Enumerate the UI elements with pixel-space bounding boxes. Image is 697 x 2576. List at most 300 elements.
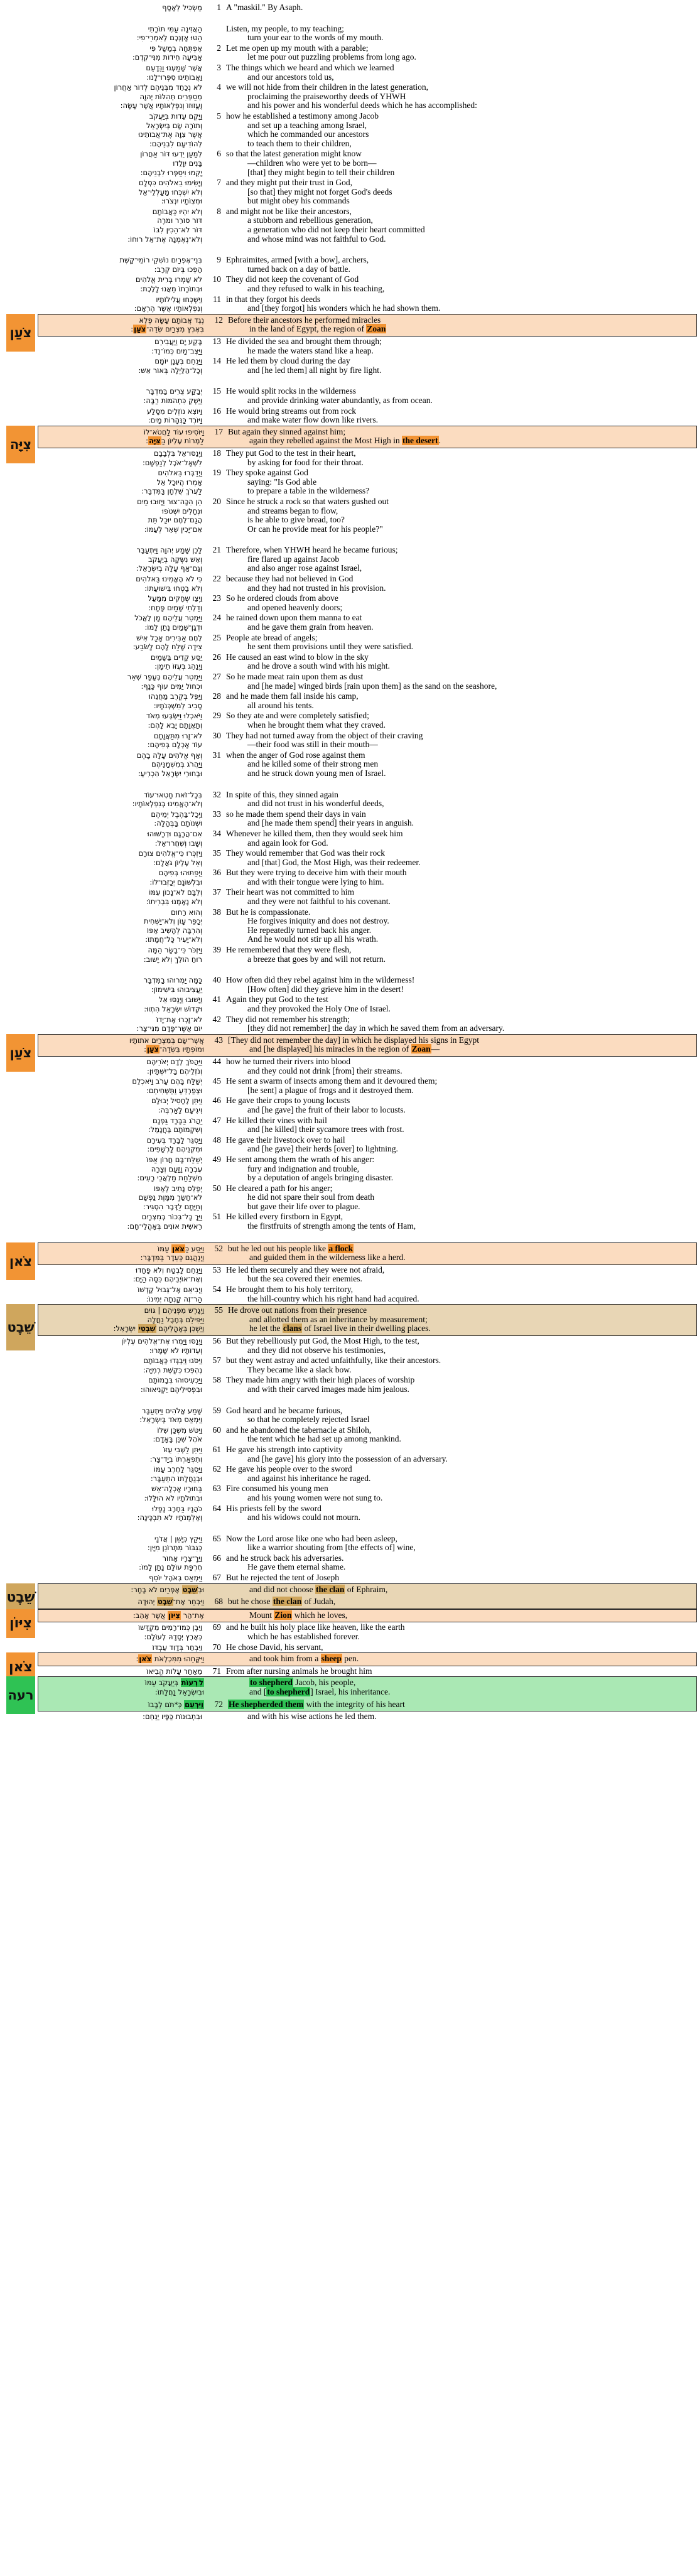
english-line: And he would not stir up all his wrath. bbox=[247, 934, 379, 944]
verse-body bbox=[38, 43, 697, 63]
english-text bbox=[225, 692, 697, 710]
stanza-gap bbox=[0, 964, 697, 975]
verse-body bbox=[38, 975, 697, 994]
hebrew-line: וַיַּמְטֵר עֲלֵיהֶם מָן לֶאֱכֹל bbox=[134, 613, 202, 623]
verse-number: 2 bbox=[217, 43, 221, 53]
hebrew-text bbox=[38, 1465, 207, 1483]
stanza-gap bbox=[0, 779, 697, 790]
english-line: he made the waters stand like a heap. bbox=[247, 345, 374, 355]
english-line: and make water flow down like rivers. bbox=[247, 415, 379, 425]
hebrew-text bbox=[38, 868, 207, 887]
english-line: and he abandoned the tabernacle at Shiloh, bbox=[226, 1425, 372, 1435]
verse-body bbox=[38, 406, 697, 426]
hebrew-line: לְהוֹדִיעָם לִבְנֵיהֶם: bbox=[149, 139, 202, 148]
english-text bbox=[225, 1445, 697, 1463]
verse-row bbox=[0, 1057, 697, 1076]
english-line: So he made meat rain upon them as dust bbox=[226, 672, 364, 681]
english-text bbox=[225, 1712, 697, 1722]
verse-body bbox=[38, 790, 697, 809]
english-text bbox=[225, 497, 697, 534]
english-line: So he ordered clouds from above bbox=[226, 593, 338, 603]
english-line: a breeze that goes by and will not return. bbox=[247, 954, 386, 964]
verse-body bbox=[38, 1135, 697, 1155]
stanza-gap bbox=[0, 13, 697, 24]
english-line: fury and indignation and trouble, bbox=[247, 1163, 360, 1173]
english-line: he let the clans of Israel live in their dwelling places. bbox=[249, 1323, 431, 1334]
hebrew-text bbox=[38, 1643, 207, 1652]
hebrew-line: דּוֹר לֹא־הֵכִין לִבּוֹ bbox=[153, 225, 202, 235]
verse-body bbox=[38, 1609, 697, 1623]
english-line: and might not be like their ancestors, bbox=[226, 206, 352, 216]
hebrew-line: וַיַּסַּע כַּצֹּאן עַמּוֹ bbox=[158, 1244, 204, 1253]
hebrew-line: וְנִפְלְאוֹתָיו אֲשֶׁר הֶרְאָם: bbox=[134, 304, 202, 313]
hebrew-line: וַיִּתֵּן לֶחָסִיל יְבוּלָם bbox=[151, 1096, 202, 1106]
verse-number: 71 bbox=[212, 1666, 221, 1676]
verse-number: 70 bbox=[212, 1642, 221, 1652]
verse-body bbox=[38, 1096, 697, 1115]
english-text bbox=[225, 829, 697, 848]
english-line: He sent a swarm of insects among them and it devoured them; bbox=[226, 1076, 438, 1086]
english-line: to teach them to their children, bbox=[247, 138, 352, 148]
verse-body bbox=[38, 731, 697, 750]
verse-body bbox=[38, 652, 697, 672]
hebrew-line: אֲשֶׁר שָׁמַעְנוּ וַנֵּדָעֵם bbox=[146, 63, 202, 72]
hebrew-line: וְלֹא יִשְׁכְּחוּ מַעַלְלֵי־אֵל bbox=[138, 187, 202, 197]
verse-body bbox=[38, 1504, 697, 1523]
verse-number: 25 bbox=[212, 632, 221, 642]
verse-body bbox=[38, 82, 697, 111]
english-line: They did not remember his strength; bbox=[226, 1014, 350, 1024]
verse-number: 67 bbox=[212, 1573, 221, 1583]
hebrew-text bbox=[40, 1597, 209, 1607]
english-line: He led them by cloud during the day bbox=[226, 356, 350, 366]
verse-number: 56 bbox=[212, 1336, 221, 1345]
english-line: and whose mind was not faithful to God. bbox=[247, 234, 386, 244]
verse-number: 4 bbox=[217, 82, 221, 92]
hebrew-text bbox=[38, 497, 207, 534]
highlighted-word: וַיִּרְעֵם bbox=[185, 1700, 203, 1709]
hebrew-text bbox=[38, 672, 207, 691]
verse-row bbox=[0, 907, 697, 945]
hebrew-line: וַיַּסְגֵּר לַחֶרֶב עַמּוֹ bbox=[153, 1465, 202, 1474]
verse-number: 14 bbox=[212, 356, 221, 366]
hebrew-line: מִשְׁלַחַת מַלְאֲכֵי רָעִים: bbox=[137, 1173, 202, 1183]
hebrew-line: וְגַם־אַף עָלָה בְיִשְׂרָאֵל: bbox=[136, 564, 202, 573]
english-text bbox=[225, 546, 697, 573]
english-text bbox=[225, 468, 697, 496]
hebrew-line: כֹּהֲנָיו בַּחֶרֶב נָפָלוּ bbox=[152, 1504, 202, 1513]
highlighted-word: צֹעַן bbox=[134, 325, 146, 334]
verse-number: 50 bbox=[212, 1183, 221, 1193]
english-line: They made him angry with their high places of worship bbox=[226, 1375, 415, 1385]
english-text bbox=[225, 1096, 697, 1114]
verse-number: 42 bbox=[212, 1014, 221, 1024]
english-line: Now the Lord arose like one who had been asleep, bbox=[226, 1533, 397, 1543]
verse-row bbox=[0, 1265, 697, 1285]
verse-row bbox=[0, 24, 697, 43]
english-line: People ate bread of angels; bbox=[226, 632, 318, 642]
english-text bbox=[227, 1700, 695, 1710]
verse-row bbox=[0, 1445, 697, 1464]
verse-row bbox=[0, 1015, 697, 1034]
verse-row bbox=[0, 1304, 697, 1336]
english-line: [they did not remember] the day in which he saved them from an adversary. bbox=[247, 1023, 505, 1033]
english-line: and [he gave] their herds [over] to lightning. bbox=[247, 1144, 398, 1154]
english-line: he sent them provisions until they were satisfied. bbox=[247, 642, 413, 652]
hebrew-line: וַאֲבוֹתֵינוּ סִפְּרוּ־לָנוּ: bbox=[146, 72, 202, 82]
verse-body bbox=[38, 1034, 697, 1057]
english-line: and his power and his wonderful deeds which he has accomplished: bbox=[247, 100, 477, 110]
english-text bbox=[227, 428, 695, 446]
english-text bbox=[225, 613, 697, 632]
english-text bbox=[225, 24, 697, 43]
highlighted-word: שִׁבְטֵי bbox=[138, 1324, 156, 1334]
verse-body bbox=[38, 1642, 697, 1653]
hebrew-line: וּבְשֵׁבֶט אֶפְרַיִם לֹא בָחָר: bbox=[131, 1585, 204, 1594]
hebrew-text bbox=[38, 751, 207, 779]
hebrew-line: יָקֻמוּ וִיסַפְּרוּ לִבְנֵיהֶם: bbox=[140, 168, 202, 177]
hebrew-line: יַעֲצִיבוּהוּ בִּישִׁימוֹן: bbox=[151, 984, 202, 994]
hebrew-line: לֹא־זָרוּ מִתַּאֲוָתָם bbox=[153, 731, 202, 740]
english-line: to prepare a table in the wilderness? bbox=[247, 486, 370, 496]
hebrew-line: וְלֹא־יָעִיר כָּל־חֲמָתוֹ: bbox=[145, 935, 202, 944]
verse-row bbox=[0, 1622, 697, 1642]
english-line: But they rebelliously put God, the Most High, to the test, bbox=[226, 1336, 419, 1345]
hebrew-line: יְשַׁלַּח בָּהֶם עָרֹב וַיֹּאכְלֵם bbox=[132, 1077, 202, 1086]
english-line: He remembered that they were flesh, bbox=[226, 945, 352, 955]
english-line: and against his inheritance he raged. bbox=[247, 1473, 371, 1483]
hebrew-text bbox=[38, 1426, 207, 1444]
margin-keyword-tile: צֹעַן bbox=[6, 314, 35, 352]
english-text bbox=[225, 633, 697, 652]
verse-body bbox=[38, 1596, 697, 1609]
hebrew-line: אֹהֶל שִׁכֵּן בָּאָדָם: bbox=[153, 1435, 202, 1444]
hebrew-text bbox=[38, 908, 207, 944]
hebrew-line: וַיִּסֹּגוּ וַיִּבְגְּדוּ כַּאֲבוֹתָם bbox=[143, 1356, 202, 1366]
hebrew-line: וְכָל־הַלַּיְלָה בְּאוֹר אֵשׁ: bbox=[138, 365, 202, 375]
verse-body bbox=[38, 3, 697, 13]
verse-row bbox=[0, 1135, 697, 1155]
stanza-gap bbox=[0, 244, 697, 255]
verse-number: 66 bbox=[212, 1553, 221, 1563]
margin-keyword-tile: צֹאן bbox=[6, 1242, 35, 1280]
hebrew-line: וּבְתוּלֹתָיו לֹא הוּלָּלוּ: bbox=[144, 1493, 202, 1502]
hebrew-line: וַיְנַסּוּ־אֵל בִּלְבָבָם bbox=[153, 448, 202, 458]
verse-body bbox=[38, 337, 697, 356]
hebrew-text bbox=[40, 1244, 209, 1263]
verse-number: 61 bbox=[212, 1444, 221, 1454]
verse-body bbox=[38, 1484, 697, 1503]
english-line: and his widows could not mourn. bbox=[247, 1512, 360, 1522]
hebrew-text bbox=[38, 976, 207, 994]
hebrew-text bbox=[38, 633, 207, 652]
verse-row bbox=[0, 426, 697, 452]
hebrew-text bbox=[38, 149, 207, 177]
english-line: and his young women were not sung to. bbox=[247, 1492, 383, 1502]
english-line: again they rebelled against the Most High in the desert. bbox=[249, 436, 441, 446]
english-line: is he able to give bread, too? bbox=[247, 515, 345, 525]
english-text bbox=[225, 1623, 697, 1641]
hebrew-text bbox=[38, 692, 207, 710]
english-text bbox=[225, 207, 697, 244]
verse-body bbox=[38, 868, 697, 887]
verse-row bbox=[0, 994, 697, 1014]
english-line: and [he gave] the fruit of their labor to locusts. bbox=[247, 1104, 406, 1114]
english-line: [They did not remember the day] in which he displayed his signs in Egypt bbox=[228, 1035, 480, 1045]
verse-body bbox=[38, 468, 697, 497]
english-text bbox=[225, 83, 697, 110]
verse-row bbox=[0, 1336, 697, 1355]
english-line: and provide drinking water abundantly, as from ocean. bbox=[247, 395, 433, 405]
verse-body bbox=[38, 1652, 697, 1666]
english-line: and streams began to flow, bbox=[247, 505, 338, 515]
english-text bbox=[227, 1244, 695, 1263]
verse-number: 57 bbox=[212, 1355, 221, 1366]
hebrew-line: וְשִׁקְמוֹתָם בַּחֲנָמַל: bbox=[148, 1125, 202, 1134]
english-line: so that the latest generation might know bbox=[226, 149, 362, 159]
english-line: He gave their crops to young locusts bbox=[226, 1096, 350, 1106]
verse-number: 68 bbox=[214, 1597, 223, 1607]
verse-body bbox=[38, 994, 697, 1014]
hebrew-text bbox=[38, 3, 207, 13]
highlighted-word: לִ bbox=[199, 1678, 203, 1688]
verse-row bbox=[0, 63, 697, 82]
hebrew-line: וְשָׁבוּ וְשִׁחֲרוּ־אֵל: bbox=[154, 838, 202, 848]
english-line: turn your ear to the words of my mouth. bbox=[247, 33, 384, 43]
hebrew-text bbox=[38, 1266, 207, 1284]
hebrew-line: כְּגִבּוֹר מִתְרוֹנֵן מִיָּיִן: bbox=[147, 1543, 202, 1553]
hebrew-line: וּמוֹפְתָיו בִּשְׂדֵה־צֹעַן: bbox=[144, 1045, 204, 1054]
verse-row bbox=[0, 255, 697, 274]
hebrew-line: וְחַיָּתָם לַדֶּבֶר הִסְגִּיר: bbox=[143, 1202, 202, 1211]
hebrew-text bbox=[38, 468, 207, 496]
english-text bbox=[225, 574, 697, 593]
english-line: They became like a slack bow. bbox=[247, 1364, 352, 1374]
verse-body bbox=[38, 1057, 697, 1076]
verse-number: 32 bbox=[212, 789, 221, 799]
english-text bbox=[225, 1212, 697, 1231]
verse-number: 64 bbox=[212, 1503, 221, 1513]
verse-number: 41 bbox=[212, 994, 221, 1005]
verse-body bbox=[38, 1304, 697, 1336]
english-line: From after nursing animals he brought him bbox=[226, 1666, 372, 1676]
hebrew-line: לִשְׁאָל־אֹכֶל לְנַפְשָׁם: bbox=[143, 458, 202, 467]
hebrew-line: וּמִצְוֺתָיו יִנְצֹרוּ: bbox=[161, 197, 202, 206]
english-line: how he turned their rivers into blood bbox=[226, 1056, 350, 1066]
hebrew-text bbox=[38, 449, 207, 467]
hebrew-text bbox=[38, 1356, 207, 1374]
verse-body bbox=[38, 672, 697, 691]
verse-body bbox=[38, 1583, 697, 1597]
hebrew-line: חֶרְפַּת עוֹלָם נָתַן לָמוֹ: bbox=[139, 1563, 202, 1572]
hebrew-text bbox=[38, 44, 207, 62]
verse-row bbox=[0, 711, 697, 730]
highlighted-word: שֵׁבֶט bbox=[158, 1597, 173, 1607]
hebrew-line: וַיְדַבְּרוּ בֵּאלֹהִים bbox=[158, 468, 202, 478]
verse-row bbox=[0, 545, 697, 574]
hebrew-line: וְאֵשׁ נִשְּׂקָה בְיַעֲקֹב bbox=[148, 554, 202, 564]
english-line: saying: "Is God able bbox=[247, 477, 317, 487]
verse-number: 28 bbox=[212, 691, 221, 701]
hebrew-line: נֶגֶד אֲבוֹתָם עָשָׂה פֶלֶא bbox=[139, 315, 204, 325]
english-line: and [he made] winged birds [rain upon them] as the sand on the seashore, bbox=[247, 681, 497, 691]
english-line: [that] they might begin to tell their children bbox=[247, 167, 395, 177]
verse-number: 65 bbox=[212, 1533, 221, 1543]
english-line: by asking for food for their throat. bbox=[247, 457, 364, 467]
english-text bbox=[225, 1554, 697, 1572]
verse-body bbox=[38, 691, 697, 711]
verse-number: 36 bbox=[212, 868, 221, 878]
hebrew-line: כִּי לֹא הֶאֱמִינוּ בֵּאלֹהִים bbox=[136, 574, 202, 584]
verse-body bbox=[38, 1699, 697, 1712]
verse-number: 51 bbox=[212, 1212, 221, 1222]
hebrew-line: וַיַּשְׁקְ כִּתְהֹמוֹת רַבָּה: bbox=[143, 396, 202, 405]
english-text bbox=[225, 731, 697, 750]
hebrew-text bbox=[38, 1077, 207, 1095]
english-line: but the sea covered their enemies. bbox=[247, 1274, 362, 1284]
hebrew-line: וּמִקְנֵיהֶם לָרְשָׁפִים: bbox=[147, 1145, 202, 1154]
hebrew-text bbox=[38, 731, 207, 750]
english-line: He shepherded them with the integrity of his heart bbox=[229, 1699, 405, 1709]
verse-number: 58 bbox=[212, 1375, 221, 1385]
verse-row bbox=[0, 593, 697, 613]
stanza-gap bbox=[0, 375, 697, 386]
hebrew-text bbox=[38, 1096, 207, 1114]
hebrew-line: לַמְרוֹת עֶלְיוֹן בַּצִּיָּה: bbox=[146, 436, 204, 446]
english-line: So they ate and were completely satisfied; bbox=[226, 711, 369, 721]
hebrew-text bbox=[38, 337, 207, 355]
verse-number: 53 bbox=[212, 1264, 221, 1275]
english-line: He drove out nations from their presence bbox=[228, 1305, 367, 1315]
verse-number: 49 bbox=[212, 1154, 221, 1164]
verse-row bbox=[0, 731, 697, 750]
english-line: Listen, my people, to my teaching; bbox=[226, 23, 344, 33]
hebrew-text bbox=[40, 1611, 209, 1620]
english-line: and he built his holy place like heaven, like the earth bbox=[226, 1622, 405, 1632]
hebrew-line: וֶעֱזוּזוֹ וְנִפְלְאוֹתָיו אֲשֶׁר עָשָׂה: bbox=[120, 101, 202, 110]
verse-body bbox=[38, 1116, 697, 1135]
hebrew-line: וּכְחוֹל יַמִּים עוֹף כָּנָף: bbox=[141, 681, 202, 691]
verse-body bbox=[38, 593, 697, 613]
english-line: Their heart was not committed to him bbox=[226, 887, 354, 897]
verse-body bbox=[38, 255, 697, 274]
hebrew-line: וּבִתְבוּנוֹת כַּפָּיו יַנְחֵם: bbox=[143, 1712, 202, 1722]
english-line: and they could not drink [from] their streams. bbox=[247, 1065, 403, 1075]
english-text bbox=[225, 407, 697, 425]
verse-body bbox=[38, 356, 697, 375]
english-line: but they went astray and acted unfaithfully, like their ancestors. bbox=[226, 1355, 441, 1366]
english-text bbox=[225, 63, 697, 82]
hebrew-line: וּבִלְשׁוֹנָם יְכַזְּבוּ־לוֹ: bbox=[149, 877, 202, 887]
verse-row bbox=[0, 1596, 697, 1609]
verse-body bbox=[38, 848, 697, 868]
english-text bbox=[225, 908, 697, 944]
hebrew-line: שָׁמַע אֱלֹהִים וַיִּתְעַבָּר bbox=[141, 1406, 202, 1415]
verse-number: 8 bbox=[217, 206, 221, 216]
english-line: and they refused to walk in his teaching, bbox=[247, 284, 385, 294]
english-line: a stubborn and rebellious generation, bbox=[247, 215, 373, 225]
hebrew-line: בָּנִים יִוָּלֵדוּ bbox=[173, 158, 202, 168]
english-line: He chose David, his servant, bbox=[226, 1642, 323, 1652]
english-line: we will not hide from their children in the latest generation, bbox=[226, 82, 429, 92]
english-line: He led them securely and they were not afraid, bbox=[226, 1264, 385, 1275]
english-line: —children who were yet to be born— bbox=[247, 158, 377, 168]
english-line: and he killed some of their strong men bbox=[247, 759, 379, 769]
hebrew-text bbox=[38, 207, 207, 244]
english-line: His priests fell by the sword bbox=[226, 1503, 321, 1513]
english-text bbox=[225, 1337, 697, 1355]
hebrew-line: וּבְתוֹרָתוֹ מֵאֲנוּ לָלֶכֶת: bbox=[140, 284, 202, 294]
hebrew-line: יַהֲרֹג בַּבָּרָד גַּפְנָם bbox=[153, 1116, 202, 1125]
hebrew-line: הַטּוּ אָזְנְכֶם לְאִמְרֵי־פִי: bbox=[136, 33, 202, 43]
hebrew-line: יְפַלֵּס נָתִיב לְאַפּוֹ bbox=[154, 1183, 202, 1193]
hebrew-line: וַיְנַסּוּ וַיַּמְרוּ אֶת־אֱלֹהִים עֶלְיוֹן bbox=[121, 1337, 202, 1345]
hebrew-line: כְּאֶרֶץ יְסָדָהּ לְעוֹלָם: bbox=[144, 1632, 202, 1642]
verse-body bbox=[38, 178, 697, 207]
verse-number: 48 bbox=[212, 1134, 221, 1145]
hebrew-text bbox=[38, 1667, 207, 1676]
verse-number: 45 bbox=[212, 1076, 221, 1086]
verse-body bbox=[38, 1445, 697, 1464]
hebrew-line: וּבַחוּרֵי יִשְׂרָאֵל הִכְרִיעַ: bbox=[138, 768, 202, 778]
english-line: and our ancestors told us, bbox=[247, 72, 334, 82]
stanza-gap bbox=[0, 1232, 697, 1242]
english-line: Again they put God to the test bbox=[226, 994, 328, 1005]
hebrew-text bbox=[38, 995, 207, 1013]
english-line: But they were trying to deceive him with their mouth bbox=[226, 868, 407, 878]
hebrew-line: לֹא נְכַחֵד מִבְּנֵיהֶם לְדוֹר אַחֲרוֹן bbox=[114, 83, 202, 92]
verse-row bbox=[0, 1355, 697, 1375]
hebrew-line: לִרְעוֹת בְּיַעֲקֹב עַמּוֹ bbox=[144, 1678, 203, 1688]
english-line: so he made them spend their days in vain bbox=[226, 809, 366, 819]
hebrew-line: וַיְצַו שְׁחָקִים מִמָּעַל bbox=[148, 594, 202, 603]
english-line: when the anger of God rose against them bbox=[226, 750, 365, 760]
verse-number: 46 bbox=[212, 1096, 221, 1106]
verse-number: 31 bbox=[212, 750, 221, 760]
verse-row bbox=[0, 1573, 697, 1583]
verse-row bbox=[0, 43, 697, 63]
english-text bbox=[227, 1654, 695, 1664]
hebrew-line: בְּנֵי־אֶפְרַיִם נוֹשְׁקֵי רוֹמֵי־קָשֶׁת bbox=[119, 256, 202, 265]
hebrew-text bbox=[40, 1700, 209, 1710]
hebrew-line: וְאַף אֱלֹהִים עָלָה בָהֶם bbox=[136, 750, 202, 760]
english-line: in that they forgot his deeds bbox=[226, 294, 321, 304]
english-text bbox=[225, 295, 697, 313]
hebrew-line: וַיִּרְעֵם כְּ*תֹם לְבָבוֹ bbox=[148, 1700, 203, 1709]
hebrew-text bbox=[38, 1212, 207, 1231]
verse-body bbox=[38, 1711, 697, 1722]
hebrew-line: וְאֶת־אוֹיְבֵיהֶם כִּסָּה הַיָּם: bbox=[132, 1275, 202, 1284]
verse-number: 13 bbox=[212, 337, 221, 346]
verse-number: 55 bbox=[214, 1305, 223, 1315]
english-text bbox=[225, 256, 697, 274]
english-line: A "maskil." By Asaph. bbox=[226, 3, 303, 12]
hebrew-text bbox=[38, 594, 207, 612]
verse-number: 52 bbox=[214, 1243, 223, 1253]
verse-body bbox=[38, 1676, 697, 1698]
verse-row bbox=[0, 1212, 697, 1231]
hebrew-text bbox=[40, 1036, 209, 1054]
english-line: He divided the sea and brought them through; bbox=[226, 337, 382, 346]
hebrew-line: עוֹד אָכְלָם בְּפִיהֶם: bbox=[147, 740, 202, 750]
stanza-gap bbox=[0, 1395, 697, 1406]
english-line: Mount Zion which he loves, bbox=[249, 1610, 348, 1620]
hebrew-line: הַר־זֶה קָנְתָה יְמִינוֹ: bbox=[146, 1294, 202, 1303]
verse-row bbox=[0, 750, 697, 779]
verse-row bbox=[0, 386, 697, 406]
hebrew-text bbox=[38, 1406, 207, 1425]
verse-number: 21 bbox=[212, 545, 221, 555]
